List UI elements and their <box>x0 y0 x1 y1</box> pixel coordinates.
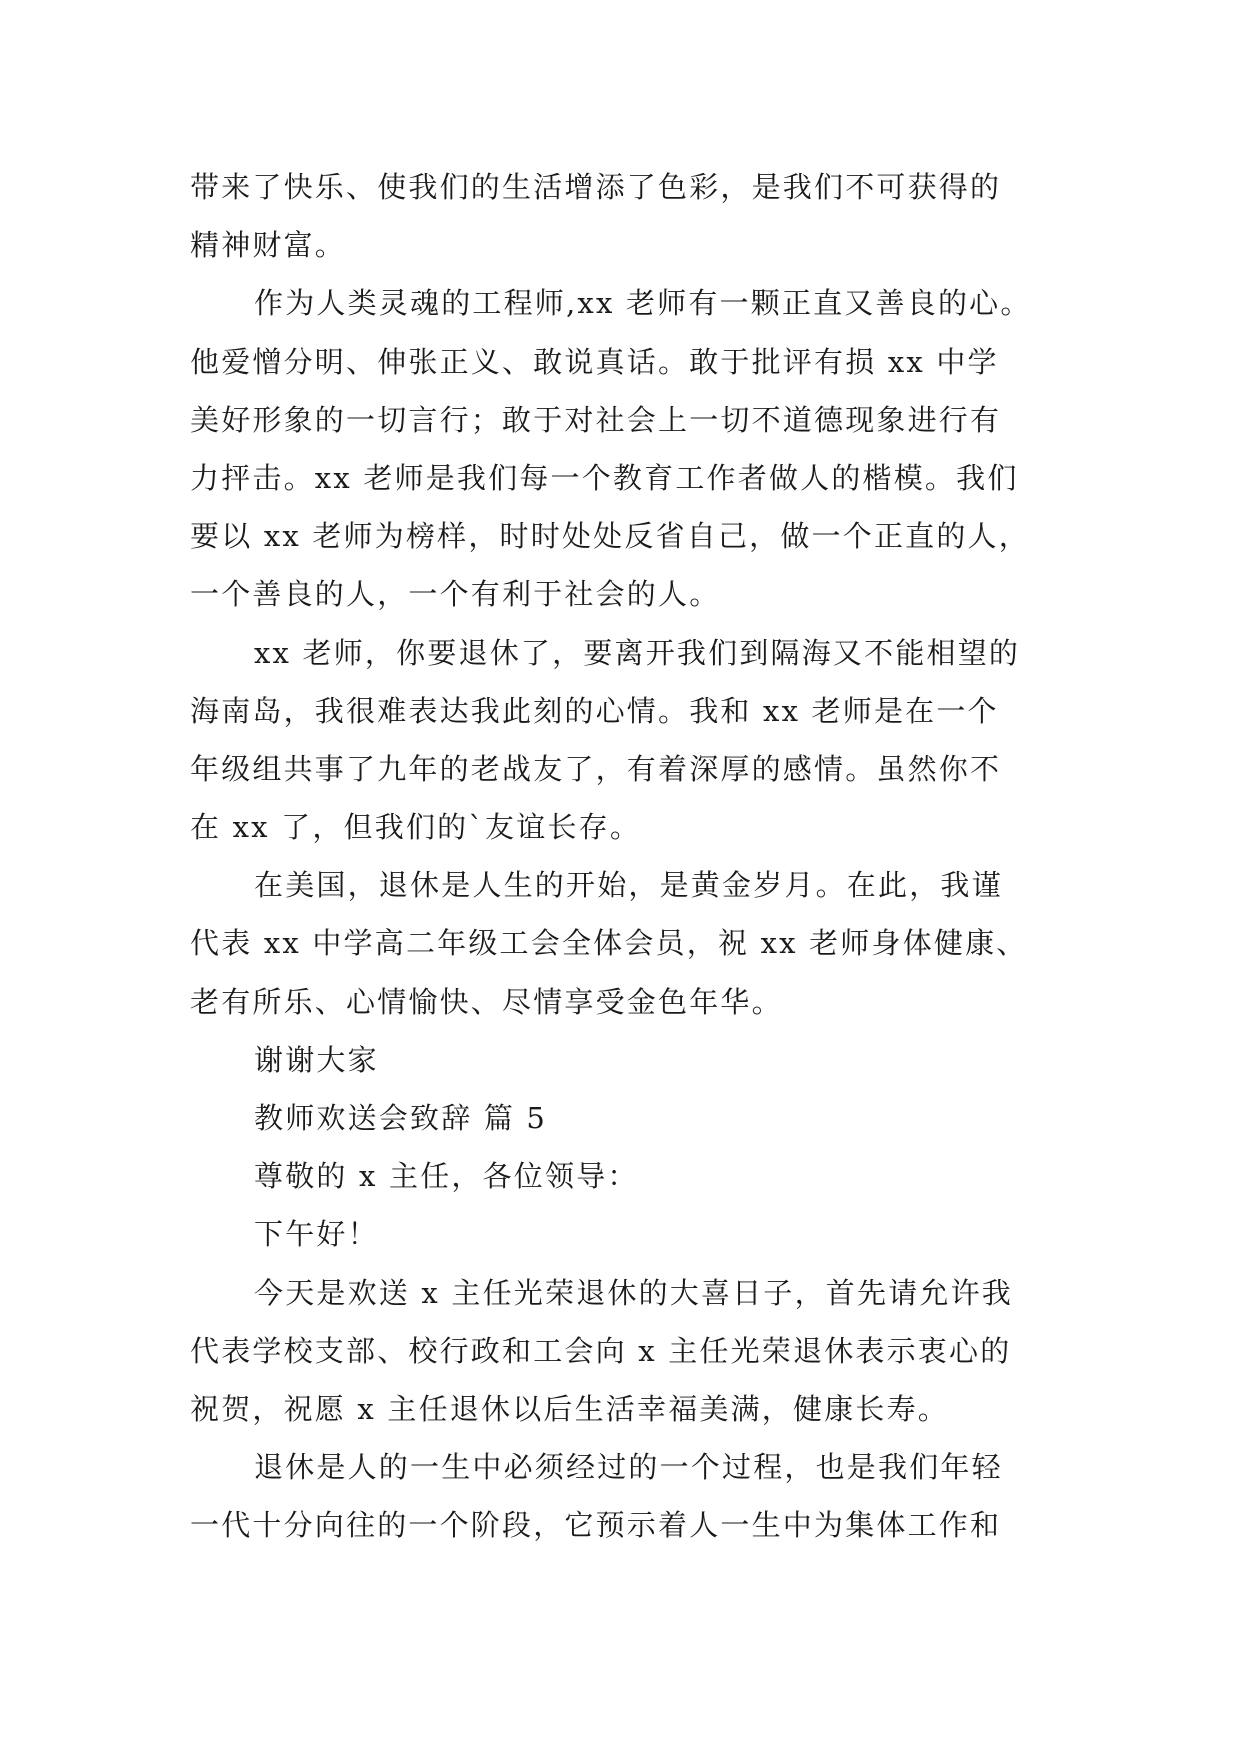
document-body <box>190 158 1090 1555</box>
text-line: 精神财富。 <box>190 228 347 263</box>
text-line: 退休是人的一生中必须经过的一个过程，也是我们年轻 <box>254 1450 1003 1485</box>
section-heading: 教师欢送会致辞 篇 5 <box>254 1101 548 1135</box>
text-line: 代表 xx 中学高二年级工会全体会员，祝 xx 老师身体健康、 <box>190 926 1028 961</box>
text-line: 力抨击。xx 老师是我们每一个教育工作者做人的楷模。我们 <box>190 460 1019 495</box>
text-line: 美好形象的一切言行；敢于对社会上一切不道德现象进行有 <box>190 402 1002 437</box>
text-line: 海南岛，我很难表达我此刻的心情。我和 xx 老师是在一个 <box>190 693 999 728</box>
text-line: 带来了快乐、使我们的生活增添了色彩，是我们不可获得的 <box>190 170 1002 204</box>
text-line: 在 xx 了，但我们的`友谊长存。 <box>190 810 642 845</box>
text-line: 要以 xx 老师为榜样，时时处处反省自己，做一个正直的人， <box>190 519 1030 554</box>
text-line: 谢谢大家 <box>254 1042 379 1077</box>
text-line: 年级组共事了九年的老战友了，有着深厚的感情。虽然你不 <box>190 751 1002 786</box>
text-line: 代表学校支部、校行政和工会向 x 主任光荣退休表示衷心的 <box>190 1333 1012 1368</box>
text-line: 祝贺，祝愿 x 主任退休以后生活幸福美满，健康长寿。 <box>190 1391 949 1426</box>
text-line: 今天是欢送 x 主任光荣退休的大喜日子，首先请允许我 <box>254 1275 1013 1310</box>
text-line: 下午好！ <box>254 1217 379 1252</box>
text-line: 他爱憎分明、伸张正义、敢说真话。敢于批评有损 xx 中学 <box>190 344 999 379</box>
text-line: 在美国，退休是人生的开始，是黄金岁月。在此，我谨 <box>254 868 1003 903</box>
text-line: 一个善良的人，一个有利于社会的人。 <box>190 577 721 612</box>
text-line: 作为人类灵魂的工程师,xx 老师有一颗正直又善良的心。 <box>254 286 1032 321</box>
text-line: 一代十分向往的一个阶段，它预示着人一生中为集体工作和 <box>190 1508 1002 1543</box>
text-line: 老有所乐、心情愉快、尽情享受金色年华。 <box>190 984 783 1019</box>
text-line: 尊敬的 x 主任，各位领导： <box>254 1159 639 1194</box>
text-line: xx 老师，你要退休了，要离开我们到隔海又不能相望的 <box>254 635 1021 670</box>
